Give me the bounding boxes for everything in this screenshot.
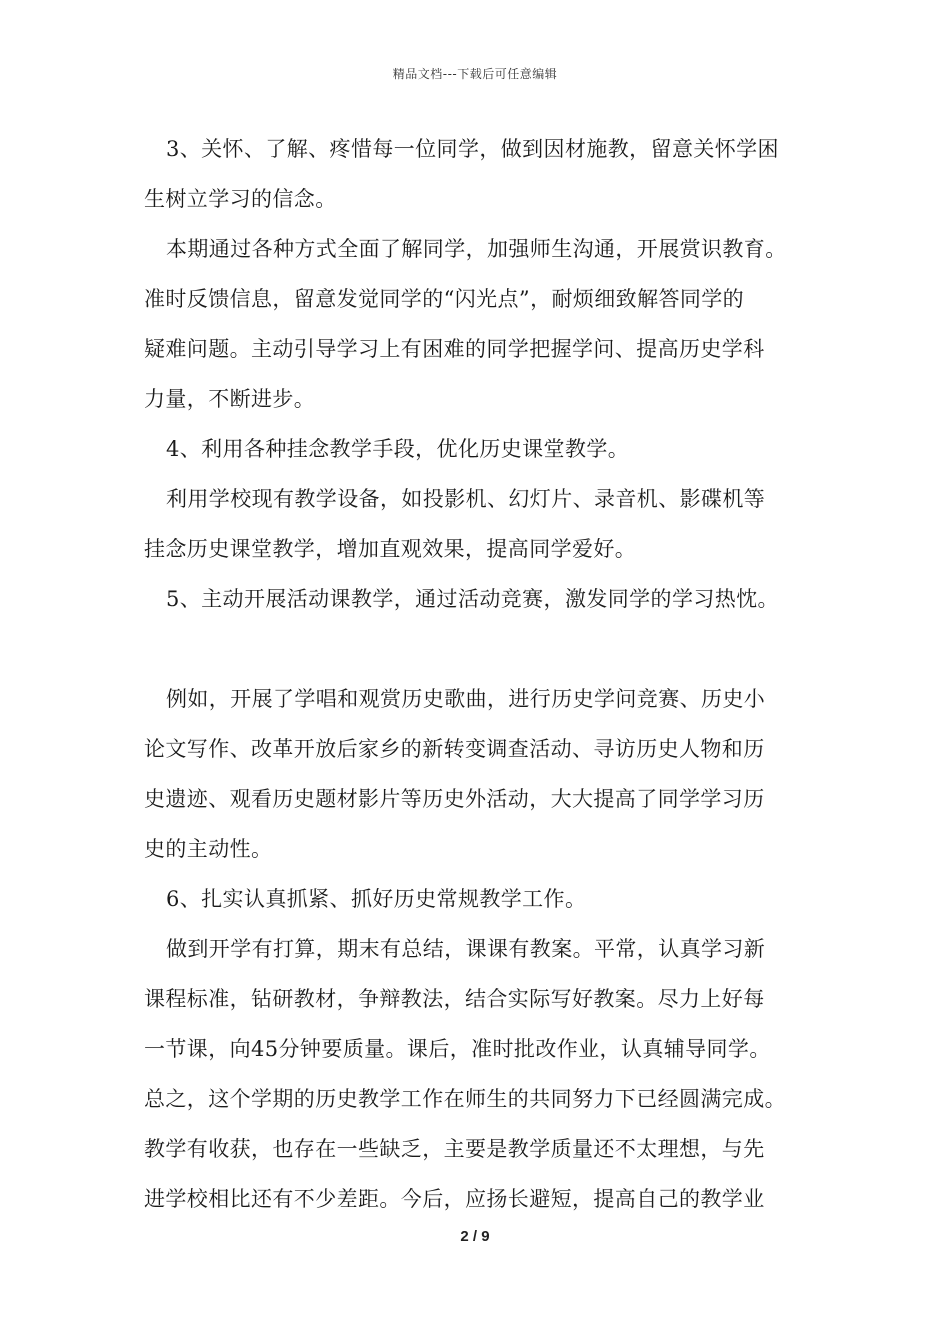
document-body <box>144 124 834 1224</box>
paragraph-line: 3、关怀、了解、疼惜每一位同学，做到因材施教，留意关怀学困 <box>166 137 779 161</box>
page-number: 2 / 9 <box>460 1228 490 1245</box>
paragraph-line: 进学校相比还有不少差距。今后，应扬长避短，提高自己的教学业 <box>144 1187 765 1211</box>
page-header: 精品文档---下载后可任意编辑 <box>392 67 558 81</box>
paragraph-line: 力量，不断进步。 <box>144 387 316 411</box>
paragraph-line: 疑难问题。主动引导学习上有困难的同学把握学问、提高历史学科 <box>144 337 765 361</box>
paragraph-line: 例如，开展了学唱和观赏历史歌曲，进行历史学问竞赛、历史小 <box>166 687 766 711</box>
paragraph-spacer <box>144 624 834 674</box>
paragraph-line: 准时反馈信息，留意发觉同学的“闪光点”，耐烦细致解答同学的 <box>144 287 745 311</box>
paragraph-line: 一节课，向45分钟要质量。课后，准时批改作业，认真辅导同学。 <box>144 1037 771 1061</box>
paragraph-line: 挂念历史课堂教学，增加直观效果，提高同学爱好。 <box>144 537 637 561</box>
paragraph-line: 5、主动开展活动课教学，通过活动竞赛，激发同学的学习热忱。 <box>166 587 779 611</box>
paragraph-line: 6、扎实认真抓紧、抓好历史常规教学工作。 <box>166 887 587 911</box>
paragraph-line: 利用学校现有教学设备，如投影机、幻灯片、录音机、影碟机等 <box>166 487 766 511</box>
paragraph-line: 总之，这个学期的历史教学工作在师生的共同努力下已经圆满完成。 <box>144 1087 786 1111</box>
paragraph-line: 史的主动性。 <box>144 837 273 861</box>
paragraph-line: 史遗迹、观看历史题材影片等历史外活动，大大提高了同学学习历 <box>144 787 765 811</box>
paragraph-line: 做到开学有打算，期末有总结，课课有教案。平常，认真学习新 <box>166 937 766 961</box>
paragraph-line: 生树立学习的信念。 <box>144 187 337 211</box>
paragraph-line: 本期通过各种方式全面了解同学，加强师生沟通，开展赏识教育。 <box>166 237 787 261</box>
paragraph-line: 论文写作、改革开放后家乡的新转变调查活动、寻访历史人物和历 <box>144 737 765 761</box>
paragraph-line: 教学有收获，也存在一些缺乏，主要是教学质量还不太理想，与先 <box>144 1137 765 1161</box>
paragraph-line: 课程标准，钻研教材，争辩教法，结合实际写好教案。尽力上好每 <box>144 987 765 1011</box>
paragraph-line: 4、利用各种挂念教学手段，优化历史课堂教学。 <box>166 437 630 461</box>
